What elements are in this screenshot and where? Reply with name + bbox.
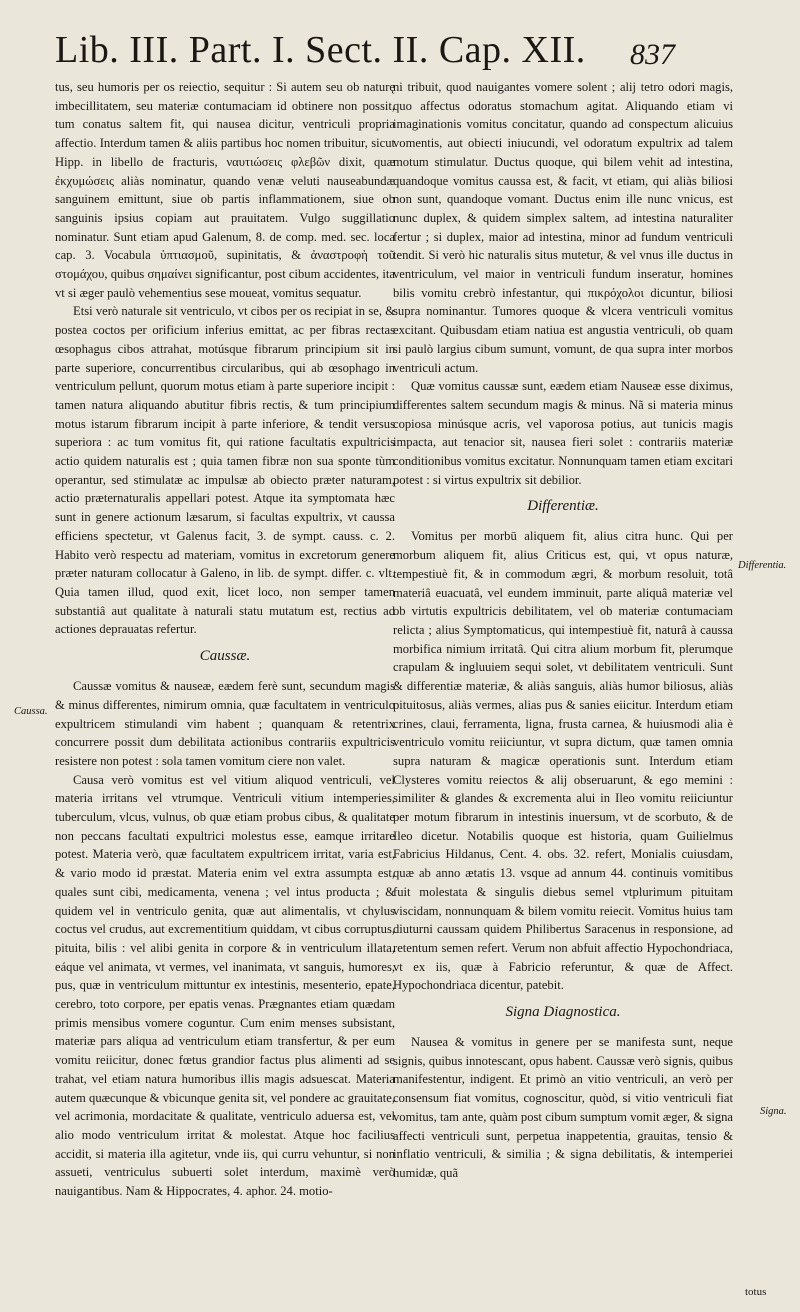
paragraph: Caussæ vomitus & nauseæ, eædem ferè sunt, secundum magis & minus differentes, nimirum omnia, quæ facultatem in ventriculo expultricem stimulandi vim habent ; quanquam & retentrix concurrere possit dum debilitata actionibus contrariis expultricis resistere non potest : sola tamen vomitum ciere non valet. [55,679,395,768]
left-column [55,78,395,1201]
section-heading-signa: Signa Diagnostica. [505,1004,621,1021]
paragraph: Quæ vomitus caussæ sunt, eædem etiam Nauseæ esse diximus, differentes saltem secundum magis & minus. Nã si materia minus copiosa minúsque acris, vel vaporosa potius, aut tunicis magis impacta, aut tenacior sit, nausea fieri solet : contrariis materiæ conditionibus vomitus excitatur. Nonnunquam tamen etiam excitari potest : si virtus expultrix sit debilior. [393,379,733,487]
catchword: totus [745,1286,767,1298]
margin-note-differentiae: Differentia. [738,560,787,571]
margin-note-causae: Caussa. [14,706,48,717]
paragraph: ni tribuit, quod nauigantes vomere solent ; alij tetro odori magis, quo affectus odoratus stomachum agitat. Aliquando etiam vi imaginationis vomitus concitatur, quando ad conspectum alicuius vomentis, aut obiecti iniucundi, vel odoratum expultrix ad talem motum stimulatur. Ductus quoque, qui bilem vehit ad intestina, quandoque vomitus caussa est, & facit, vt etiam, qui aliàs biliosi non sunt, quandoque vomant. Ductus enim ille nunc vnicus, est nunc duplex, & quidem simplex saltem, ad intestina naturaliter fertur ; si duplex, maior ad intestina, minor ad fundum ventriculi tendit. Si verò hic naturalis situs mutetur, & vel vnus ille ductus in ventriculum, vel maior in ventriculi fundum inseratur, homines bilis vomitu crebrò infestantur, qui πικρόχολοι dicuntur, biliosi supra nominantur. Tumores quoque & vlcera ventriculi vomitus excitant. Quibusdam etiam natiua est angustia ventriculi, ob quam si paulò largius cibum sumunt, vomunt, de qua supra inter morbos ventriculi actum. [393,80,733,375]
paragraph: tus, seu humoris per os reiectio, sequitur : Si autem seu ob naturę imbecillitatem, seu materiæ contumaciam id obtinere non possit, tum conatus saltem fit, qui nausea dicitur, ventriculi propria affectio. Interdum tamen & aliis partibus hoc nomen tribuitur, sicut Hipp. in libello de fracturis, ναυτιώσεις φλεβῶν dixit, quæ ἐκχυμώσεις aliàs nominatur, quando venæ veluti nauseabundæ sanguinem emittunt, siue ob partis inflammationem, siue ob sanguinis ipsius copiam aut prauitatem. Vulgo suggillatio nominatur. Sunt etiam apud Galenum, 8. de comp. med. sec. loca cap. 3. Vocabula ὑπτιασμοῦ, supinitatis, & ἀναστροφὴ τοῦ στομάχου, quibus σημαίνει significantur, post cibum accidentes, ita vt si æger paulò vehementius sese moueat, vomitus sequatur. [55,80,395,300]
running-head: Lib. III. Part. I. Sect. II. Cap. XII. [55,29,586,71]
page-number: 837 [630,38,675,71]
paragraph: Vomitus per morbū aliquem fit, alius citra hunc. Qui per morbum aliquem fit, alius Criticus est, qui, vt opus naturæ, tempestiuè fit, & in commodum ægri, & morbum resoluit, totâ materiâ euacuatâ, vel eundem imminuit, parte aliquâ materiæ vel ob virtutis expultricis debilitatem, vel ob materiæ contumaciam relicta ; alius Symptomaticus, qui intempestiuè fit, naturâ à caussa morbifica nimium irritatâ. Qui citra alium morbum fit, plerumque crapulam & ingluuiem sequi solet, vt debilitatem ventriculi. Sunt & differentiæ materiæ, & aliàs sanguis, aliàs humor biliosus, aliàs pituitosus, aliàs vermes, alias pus & sanies eiicitur. Interdum etiam crines, claui, ferramenta, ligna, frusta carnea, & huiusmodi alia è ventriculo vomitu reiiciuntur, vt supra dictum, quæ tamen omnia supra naturam & magicæ operationis sunt. Interdum etiam Clysteres vomitu reiectos & alij obseruarunt, & ego memini : similiter & glandes & excrementa alui in Ileo vomitu reiiciuntur per motum fibrarum in intestinis inuersum, vt de scorbuto, & de Ileo dicetur. Notabilis quoque est historia, quam Guilielmus Fabricius Hildanus, Cent. 4. obs. 32. refert, Monialis cuiusdam, quæ ab anno ætatis 13. vsque ad annum 44. continuis vomitibus fuit molestata & singulis diebus semel vtplurimum pituitam viscidam, nonnunquam & bilem vomitu reiecit. Vomitus huius tam diuturni caussam quidem Philibertus Saracenus in responsione, ad retentum semen refert. Verum non abfuit affectio Hypochondriaca, vt ex iis, quæ à Fabricio referuntur, & quæ de Affect. Hypochondriaca dicentur, patebit. [393,529,733,993]
section-heading-causae: Caussæ. [199,648,251,665]
section-heading-differentiae: Differentiæ. [527,498,599,515]
paragraph: Causa verò vomitus est vel vitium aliquod ventriculi, vel materia irritans vel vtrumque. Ventriculi vitium intemperies, tuberculum, vlcus, vulnus, ob quæ etiam probus cibus, & qualitate non peccans facultati expultrici molestus esse, eamque irritare potest. Materia verò, quæ facultatem expultricem irritat, varia est, & vario modo id præstat. Materia enim vel extra assumpta est, quales sunt cibi, medicamenta, venena ; vel intus producta ; & quidem vel in ventriculo genita, quæ aut alimentalis, vt chylus coctus vel crudus, aut excrementitium quiddam, vt cibus corruptus, pituita, bilis : vel alibi genita in corpore & in ventriculum illata, eáque vel animata, vt vermes, vel inanimata, vt sanguis, humores, pus, quæ in ventriculum mittuntur ex intestinis, mesenterio, epate, cerebro, toto corpore, per epatis venas. Prægnantes etiam quædam primis mensibus vomere coguntur. Cum enim menses subsistant, materiæ pars aliqua ad ventriculum etiam transfertur, & per eum vomitu reiicitur, donec fœtus grandior factus plus alimenti ad se trahat, vel etiam natura humoribus illis magis adsuescat. Materia autem quæcunque & vbicunque genita sit, vel pondere ac grauitate, vel acrimonia, mordacitate & qualitate, ventriculo aduersa est, vel alio modo ventriculum irritat & molestat. Atque hoc facilius accidit, si materia illa agitetur, vnde iis, qui curru vehuntur, si non assueti, ventriculus subuerti solet interdum, maximè verò nauigantibus. Nam & Hippocrates, 4. aphor. 24. motio- [55,772,395,1199]
paragraph: Etsi verò naturale sit ventriculo, vt cibos per os recipiat in se, & postea coctos per orificium inferius emittat, ac per fibras rectas œsophagus cibos attrahat, motúsque fibrarum principium sit in parte superiore, concurrentibus circularibus, qui ab œsophago in ventriculum pellunt, quorum motus etiam à parte superiore incipit : tamen natura aliquando abutitur fibris rectis, & tum principium motus istarum fibrarum incipit à parte inferiore, & tendit versus superiora : ac tum vomitus fit, qui ratione facultatis expultricis actio quidem naturalis est ; quia tamen fibræ non sua sponte tùm operantur, sed stimulatæ ac impulsæ ab obiecto præter naturam, actio præternaturalis appellari potest. Atque ita symptomata hæc sunt in genere actionum læsarum, si facultas expultrix, vt caussa efficiens spectetur, vt Galenus facit, 3. de sympt. causs. c. 2. Habito verò respectu ad materiam, vomitus in excretorum genere præter naturam collocatur à Galeno, in lib. de sympt. differ. c. vlt. Quia tamen illud, quod exit, licet loco, non semper tamen substantiâ aut qualitate à naturali statu mutatum est, rectius ad actiones deprauatas refertur. [55,304,395,637]
margin-note-signa: Signa. [760,1106,787,1117]
right-column [393,78,733,1183]
paragraph: Nausea & vomitus in genere per se manifesta sunt, neque signis, quibus innotescant, opus habent. Caussæ verò signis, quibus manifestentur, indigent. Et primò an vitio ventriculi, an verò per consensum fiat vomitus, cognoscitur, quòd, si vitio ventriculi fiat vomitus, tam ante, quàm post cibum sumptum vomit æger, & signa affecti ventriculi sunt, perpetua inappetentia, grauitas, tensio & inflatio ventriculi, & similia ; & signa debilitatis, & intemperiei humidæ, quã [393,1035,733,1180]
page-header [55,28,745,78]
